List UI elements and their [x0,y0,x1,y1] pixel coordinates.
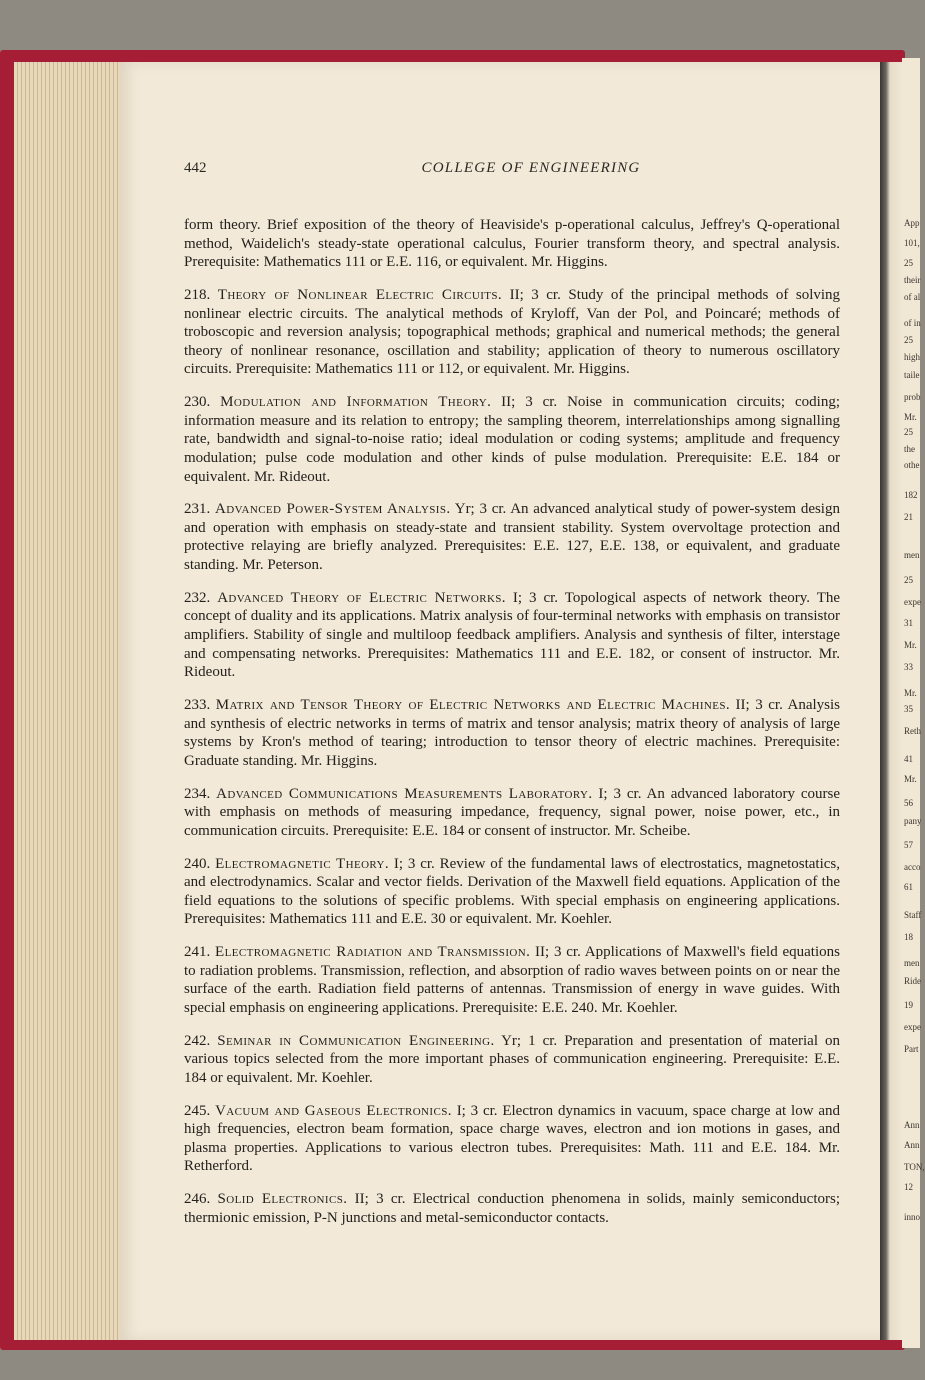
adjacent-page-fragment: 21 [904,512,913,522]
intro-paragraph: form theory. Brief exposition of the theory of Heaviside's p-operational calculus, Jeffrey's Q-operational method, Waidelich's steady-state operational calculus, Fourier transform theory, and spectral analysis. Prerequisite: Mathematics 111 or E.E. 116, or equivalent. Mr. Higgins. [184,217,840,271]
course-list [184,286,840,1227]
course-entry [184,696,840,770]
course-number: 240. [184,855,211,872]
course-title: Electromagnetic Theory. [215,855,390,872]
adjacent-page-fragment: Mr. [904,412,917,422]
course-entry [184,943,840,1017]
course-number: 218. [184,286,211,303]
adjacent-page-fragment: Mr. [904,640,917,650]
course-description: Yr; 3 cr. An advanced analytical study of power-system design and operation with emphasis on steady-state and transient stability. System overvoltage protection and protective relaying are briefly analyzed. Prerequisites: E.E. 127, E.E. 138, or equivalent, and graduate standing. Mr. Peterson. [184,501,840,574]
adjacent-page-fragment: 25 [904,575,913,585]
adjacent-page-fragment: men [904,550,920,560]
course-description: II; 3 cr. Study of the principal methods of solving nonlinear electric circuits. The analytical methods of Kryloff, Van der Pol, and Poincaré; methods of troboscopic and reversion analysis; topographical methods; graphical and numerical methods; the general theory of nonlinear resonance, oscillation and stability; application of theory to numerous oscillatory circuits. Prerequisite: Mathematics 111 or 112, or equivalent. Mr. Higgins. [184,286,841,378]
adjacent-page-fragment: Mr. [904,774,917,784]
adjacent-page-fragment: expe [904,597,921,607]
page-body [184,216,840,1242]
course-entry [184,589,840,682]
adjacent-page-fragment: 19 [904,1000,913,1010]
course-description: II; 3 cr. Electrical conduction phenomena in solids, mainly semiconductors; thermionic emission, P-N junctions and metal-semiconductor contacts. [184,1191,841,1226]
adjacent-page-fragment: of al [904,292,921,302]
adjacent-page-fragment: 61 [904,882,913,892]
course-title: Advanced Communications Measurements Laboratory. [216,785,593,802]
adjacent-page-fragment: 33 [904,662,913,672]
adjacent-page-fragment: 41 [904,754,913,764]
adjacent-page-fragment: men [904,958,920,968]
adjacent-page-fragment: App [904,218,920,228]
adjacent-page-fragment: othe [904,460,920,470]
adjacent-page-fragment: 182 [904,490,918,500]
course-description: II; 3 cr. Noise in communication circuits; coding; information measure and its relation to entropy; the sampling theorem, interrelationships among signalling rate, bandwidth and signal-to-noise ratio; ideal modulation or coding systems; amplitude and frequency modulation; pulse code modulation and other kinds of pulse modulation. Prerequisite: E.E. 184 or equivalent. Mr. Rideout. [184,394,840,485]
running-head: COLLEGE OF ENGINEERING [421,160,641,176]
course-title: Seminar in Communication Engineering. [217,1032,495,1049]
course-entry [184,1190,840,1227]
adjacent-page-fragment: 35 [904,704,913,714]
adjacent-page-fragment: Ann [904,1140,920,1150]
page-stack-edges [14,62,126,1340]
adjacent-page-fragment: acco [904,862,921,872]
course-description: I; 3 cr. Electron dynamics in vacuum, space charge at low and high frequencies, electron beam formation, space charge waves, electron and ion motions in gases, and plasma properties. Applications to various electron tubes. Prerequisites: Math. 111 and E.E. 184. Mr. Retherford. [184,1102,840,1175]
course-number: 230. [184,394,211,411]
adjacent-page-fragment: 25 [904,258,913,268]
course-entry [184,1032,840,1088]
course-title: Theory of Nonlinear Electric Circuits. [217,286,503,303]
adjacent-page-fragment: Ann [904,1120,920,1130]
book-gutter [880,62,902,1340]
course-description: II; 3 cr. Analysis and synthesis of electric networks in terms of matrix and tensor analysis; matrix theory of analysis of large systems by Kron's method of tearing; introduction to tensor theory of electric machines. Prerequisite: Graduate standing. Mr. Higgins. [184,697,841,769]
adjacent-page-fragment: Staff [904,910,922,920]
adjacent-page-fragment: pany [904,816,922,826]
adjacent-page-fragment: their [904,275,921,285]
adjacent-page-fragment: the [904,444,915,454]
course-number: 246. [184,1191,211,1208]
course-description: I; 3 cr. Topological aspects of network theory. The concept of duality and its applications. Matrix analysis of four-terminal networks with emphasis on transistor amplifiers. Stability of single and multiloop feedback amplifiers. Analysis and synthesis of filter, interstage and compensating networks. Prerequisites: Mathematics 111 and E.E. 182, or consent of instructor. Mr. Rideout. [184,589,841,681]
adjacent-page-fragment: of in [904,318,921,328]
course-entry [184,286,840,379]
course-entry [184,785,840,841]
adjacent-page-fragment: expe [904,1022,921,1032]
adjacent-page-fragment: high [904,352,921,362]
page-header [184,160,840,182]
course-number: 233. [184,697,211,713]
course-entry [184,1102,840,1176]
course-number: 234. [184,785,211,802]
adjacent-page-fragment: 25 [904,335,913,345]
course-title: Matrix and Tensor Theory of Electric Networks and Electric Machines. [215,697,731,713]
course-number: 241. [184,944,211,961]
adjacent-page-fragment: inno [904,1212,921,1222]
adjacent-page-fragment: 31 [904,618,913,628]
adjacent-page-fragment: 12 [904,1182,913,1192]
course-entry [184,393,840,486]
course-entry [184,500,840,574]
course-number: 242. [184,1032,211,1049]
course-title: Modulation and Information Theory. [220,394,492,411]
adjacent-page-fragment: 18 [904,932,913,942]
adjacent-page-fragment: Ride [904,976,921,986]
course-description: Yr; 1 cr. Preparation and presentation of material on various topics selected from the more important phases of communication engineering. Prerequisite: E.E. 184 or equivalent. Mr. Koehler. [184,1032,841,1086]
adjacent-page-fragment: 101, [904,238,920,248]
course-entry [184,855,840,929]
adjacent-page-fragment: 57 [904,840,913,850]
adjacent-page-fragment: Part [904,1044,919,1054]
adjacent-page-fragment: prob [904,392,921,402]
course-number: 231. [184,501,211,518]
adjacent-page-fragment: taile [904,370,920,380]
course-number: 232. [184,589,211,606]
course-number: 245. [184,1102,211,1119]
adjacent-page-fragment: Mr. [904,688,917,698]
course-description: I; 3 cr. Review of the fundamental laws of electrostatics, magnetostatics, and electrodynamics. Scalar and vector fields. Derivation of the Maxwell field equations. Application of the field equations to the solutions of specific problems. With special emphasis on engineering applications. Prerequisites: Mathematics 111 and E.E. 30 or equivalent. Mr. Koehler. [184,855,841,928]
course-title: Advanced Power-System Analysis. [215,501,451,518]
adjacent-page-fragment: 56 [904,798,913,808]
course-title: Solid Electronics. [217,1191,348,1208]
page-number: 442 [184,160,207,176]
course-title: Vacuum and Gaseous Electronics. [215,1102,452,1119]
adjacent-page [902,58,925,1348]
course-description: II; 3 cr. Applications of Maxwell's field equations to radiation problems. Transmission, reflection, and absorption of radio waves between points on or near the surface of the earth. Radiation field patterns of antennas. Transmission of energy in wave guides. With special emphasis on engineering applications. Prerequisite: E.E. 240. Mr. Koehler. [184,944,840,1016]
adjacent-page-fragment: Reth [904,726,921,736]
course-title: Electromagnetic Radiation and Transmission. [215,944,531,961]
adjacent-page-fragment: TON, [904,1162,925,1172]
course-title: Advanced Theory of Electric Networks. [217,589,506,606]
course-description: I; 3 cr. An advanced laboratory course with emphasis on methods of measuring impedance, frequency, signal power, noise power, etc., in communication circuits. Prerequisite: E.E. 184 or consent of instructor. Mr. Scheibe. [184,785,841,839]
adjacent-page-fragment: 25 [904,427,913,437]
